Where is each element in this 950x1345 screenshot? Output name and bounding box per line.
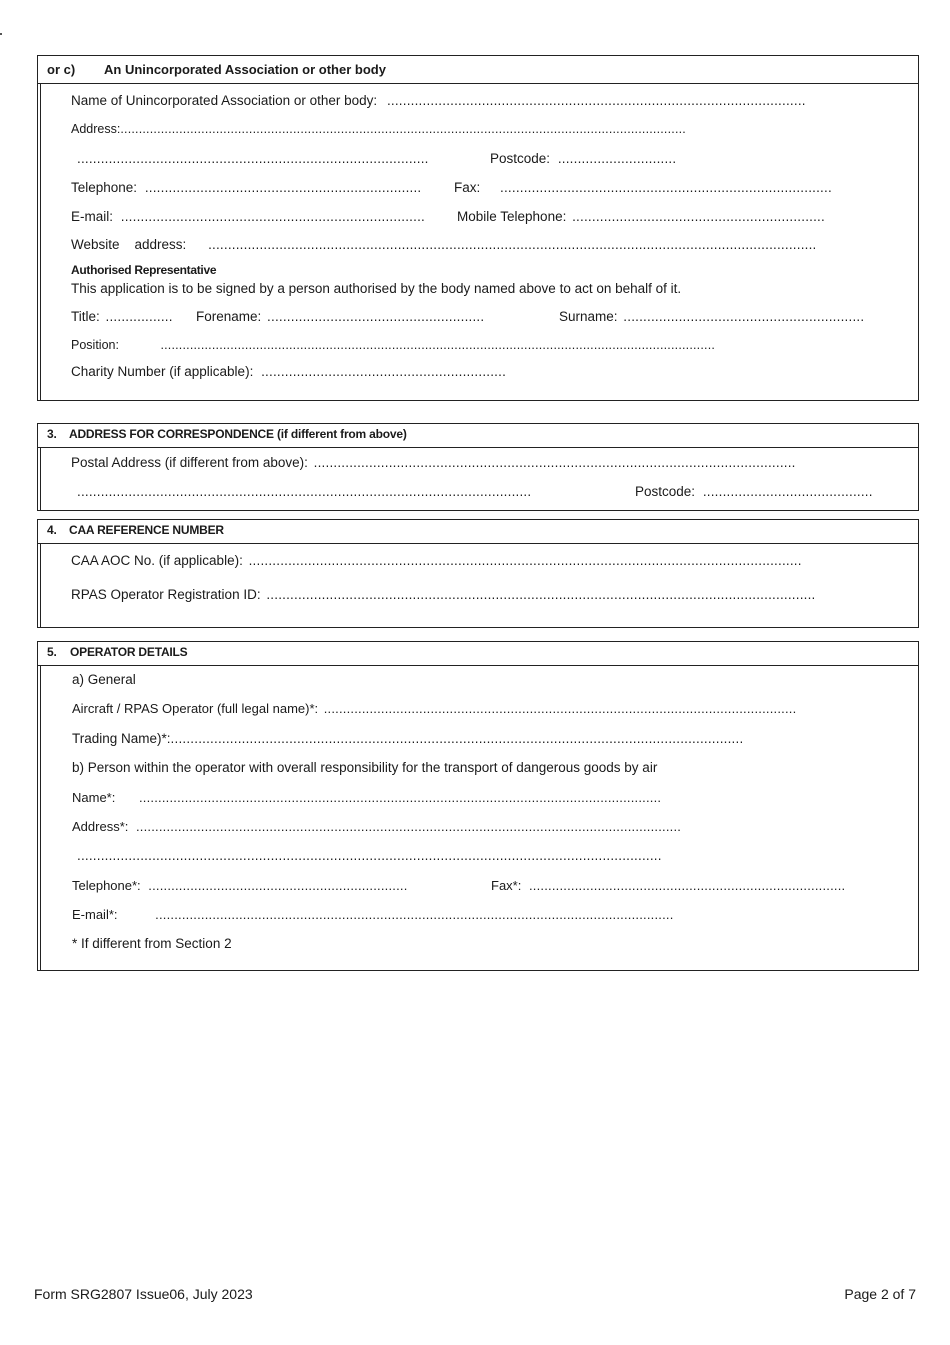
responsible-person-subheading: b) Person within the operator with overall responsibility for the transport of dangerous goods by air [72,760,658,775]
surname-dots[interactable]: ............................................................. [623,309,865,324]
website-label: Website address: [71,237,187,252]
footer-form-reference: Form SRG2807 Issue06, July 2023 [34,1286,253,1302]
forename-dots[interactable]: ....................................................... [267,309,485,324]
postcode-dots[interactable]: .............................. [557,151,677,166]
position-label: Position: [71,338,119,352]
postcode-label: Postcode: [490,151,551,166]
person-fax-field[interactable] [491,878,845,893]
person-fax-label: Fax*: [491,878,522,893]
charity-number-field[interactable] [71,364,506,379]
forename-field[interactable] [196,309,484,324]
section-5-note: * If different from Section 2 [72,936,232,951]
person-name-dots[interactable]: ......................................................................................................................................... [138,790,662,805]
charity-number-label: Charity Number (if applicable): [71,364,254,379]
postal-address-label: Postal Address (if different from above): [71,455,308,470]
operator-name-field[interactable] [72,701,796,716]
person-address-label: Address*: [72,819,129,834]
telephone-label: Telephone: [71,180,138,195]
telephone-dots[interactable]: ...................................................................... [144,180,422,195]
person-address-field[interactable] [72,819,681,834]
correspondence-postcode-dots[interactable]: ........................................... [702,484,873,499]
charity-number-dots[interactable]: .............................................................. [261,364,507,379]
section-4-number: 4. [47,523,57,537]
position-dots[interactable]: ....................................................................................................................................................... [160,338,716,352]
general-subheading: a) General [72,672,136,687]
section-3-number: 3. [47,427,57,441]
section-3-body [40,448,918,510]
person-telephone-label: Telephone*: [72,878,141,893]
section-c-title: An Unincorporated Association or other body [104,62,386,77]
section-5-body [40,666,918,970]
authorised-representative-text: This application is to be signed by a person authorised by the body named above to act on behalf of it. [71,281,682,296]
mobile-telephone-field[interactable] [457,209,825,224]
email-dots[interactable]: ............................................................................. [120,209,425,224]
address-field[interactable] [71,122,686,136]
position-field[interactable] [71,338,715,352]
title-dots[interactable]: ................. [105,309,173,324]
address-line2-dots[interactable]: ......................................................................................... [77,151,429,166]
section-operator-details [37,641,919,971]
section-3-title: ADDRESS FOR CORRESPONDENCE (if different from above) [69,427,407,441]
email-field[interactable] [71,209,425,224]
section-5-number: 5. [47,645,57,659]
website-field[interactable] [71,237,817,252]
mobile-telephone-dots[interactable]: ................................................................ [572,209,825,224]
correspondence-postcode-label: Postcode: [635,484,696,499]
trading-name-dots[interactable]: ................................................................................................................................................. [170,731,744,746]
fax-field[interactable] [454,180,832,195]
correspondence-postcode-field[interactable] [635,484,873,499]
person-address-line2-field[interactable] [77,848,662,863]
caa-aoc-dots[interactable]: ............................................................................................................................................ [248,553,802,568]
person-name-label: Name*: [72,790,116,805]
telephone-field[interactable] [71,180,421,195]
postal-address-line2-field[interactable] [77,484,531,499]
postal-address-dots[interactable]: .......................................................................................................................... [313,455,796,470]
title-field[interactable] [71,309,173,324]
association-name-dots[interactable]: .......................................................................................................... [386,93,806,108]
rpas-registration-dots[interactable]: ........................................................................................................................................... [266,587,816,602]
section-5-header [38,642,918,666]
surname-field[interactable] [559,309,864,324]
email-label: E-mail: [71,209,114,224]
section-caa-reference-number [37,519,919,628]
mobile-telephone-label: Mobile Telephone: [457,209,567,224]
address-label: Address: [71,122,121,136]
person-telephone-dots[interactable]: .................................................................... [148,878,408,893]
postal-address-field[interactable] [71,455,796,470]
website-dots[interactable]: .......................................................................................................................................................... [208,237,817,252]
fax-dots[interactable]: .................................................................................... [500,180,832,195]
section-c-prefix: or c) [47,62,76,77]
trading-name-field[interactable] [72,731,743,746]
section-4-body [40,544,918,627]
fax-label: Fax: [454,180,481,195]
postal-address-line2-dots[interactable]: ................................................................................................................... [77,484,532,499]
association-name-field[interactable] [71,93,806,108]
address-line2-field[interactable] [77,151,429,166]
caa-aoc-label: CAA AOC No. (if applicable): [71,553,243,568]
rpas-registration-field[interactable] [71,587,816,602]
section-c-header [38,56,918,84]
surname-label: Surname: [559,309,618,324]
person-address-line2-dots[interactable]: .................................................................................................................................................... [77,848,662,863]
forename-label: Forename: [196,309,262,324]
person-name-field[interactable] [72,790,661,805]
person-email-dots[interactable]: ........................................................................................................................................ [155,907,674,922]
trading-name-label: Trading Name)*: [72,731,171,746]
section-3-header [38,424,918,448]
authorised-representative-heading: Authorised Representative [71,263,217,277]
person-fax-dots[interactable]: ................................................................................... [528,878,846,893]
person-email-label: E-mail*: [72,907,118,922]
person-address-dots[interactable]: ............................................................................................................................................... [136,819,682,834]
title-label: Title: [71,309,100,324]
person-email-field[interactable] [72,907,674,922]
postcode-field[interactable] [490,151,676,166]
operator-name-label: Aircraft / RPAS Operator (full legal name)*: [72,701,319,716]
person-telephone-field[interactable] [72,878,408,893]
section-c-body [40,84,918,400]
section-5-title: OPERATOR DETAILS [70,645,188,659]
section-address-for-correspondence [37,423,919,511]
section-4-header [38,520,918,544]
section-unincorporated-association [37,55,919,401]
rpas-registration-label: RPAS Operator Registration ID: [71,587,261,602]
footer-page-number: Page 2 of 7 [844,1286,916,1302]
association-name-label: Name of Unincorporated Association or other body: [71,93,378,108]
caa-aoc-field[interactable] [71,553,802,568]
operator-name-dots[interactable]: ............................................................................................................................ [323,701,797,716]
address-dots[interactable]: .......................................................................................................................................................... [120,122,686,136]
section-4-title: CAA REFERENCE NUMBER [69,523,224,537]
corner-mark [0,33,2,35]
